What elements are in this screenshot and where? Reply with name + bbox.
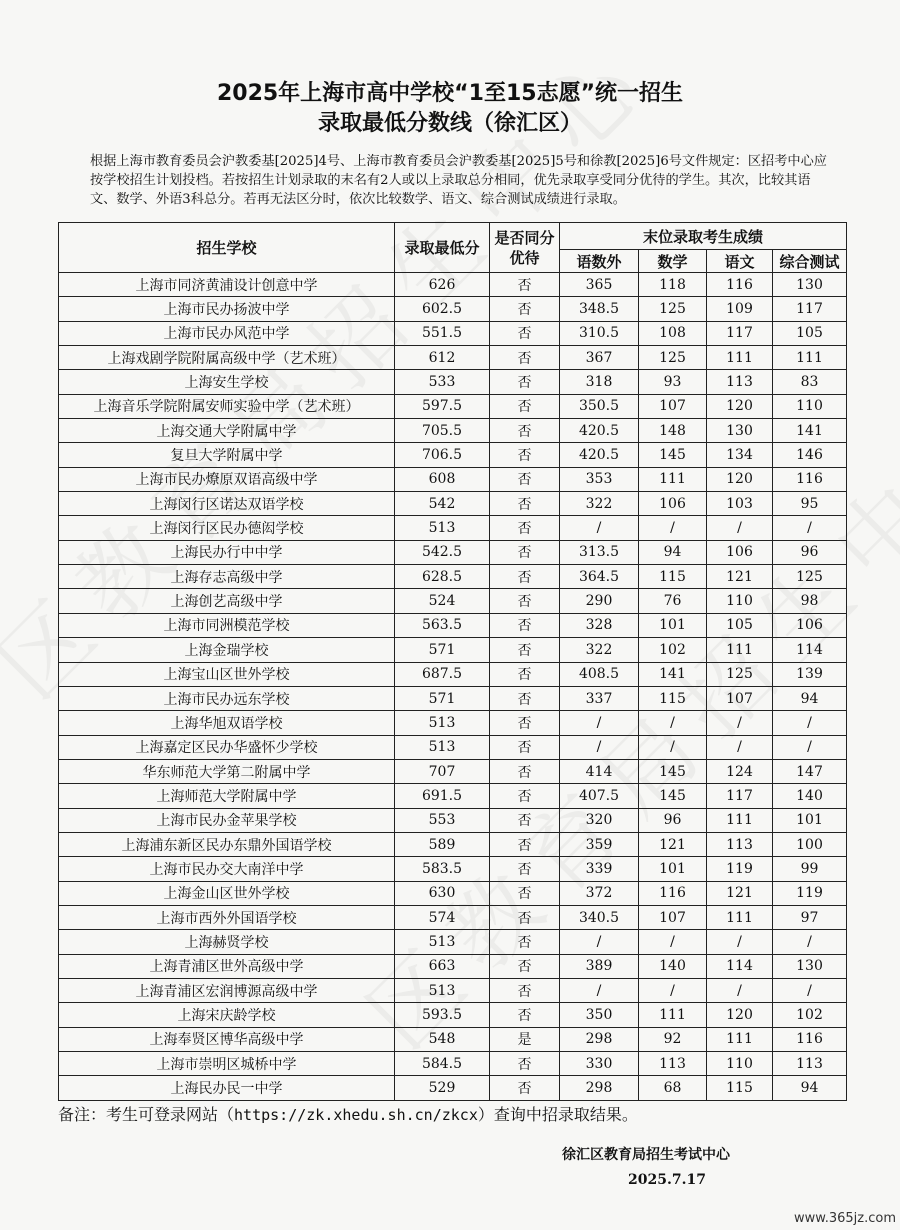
- cell-chinese: 103: [707, 492, 773, 516]
- cell-tie-priority: 否: [490, 784, 560, 808]
- cell-chinese-math-english: 328: [560, 613, 639, 637]
- table-row: [59, 1003, 847, 1027]
- cell-tie-priority: 否: [490, 492, 560, 516]
- cell-math: 145: [639, 759, 707, 783]
- cell-min-score: 571: [395, 686, 490, 710]
- cell-chinese: 121: [707, 881, 773, 905]
- cell-comprehensive: 130: [773, 273, 847, 297]
- cell-chinese: 121: [707, 565, 773, 589]
- cell-chinese: 111: [707, 808, 773, 832]
- cell-math: 140: [639, 954, 707, 978]
- cell-comprehensive: 113: [773, 1052, 847, 1076]
- cell-tie-priority: 否: [490, 686, 560, 710]
- cell-comprehensive: 94: [773, 1076, 847, 1100]
- header-chinese: 语文: [707, 250, 773, 273]
- table-row: [59, 419, 847, 443]
- cell-tie-priority: 否: [490, 808, 560, 832]
- cell-comprehensive: 139: [773, 662, 847, 686]
- document-title-line1: 2025年上海市高中学校“1至15志愿”统一招生: [216, 81, 684, 106]
- cell-math: 102: [639, 638, 707, 662]
- cell-chinese: 107: [707, 686, 773, 710]
- cell-comprehensive: 105: [773, 321, 847, 345]
- cell-min-score: 551.5: [395, 321, 490, 345]
- table-row: [59, 638, 847, 662]
- cell-chinese: 116: [707, 273, 773, 297]
- table-body: [59, 273, 847, 1101]
- cell-chinese: 110: [707, 1052, 773, 1076]
- cell-school: 上海嘉定区民办华盛怀少学校: [59, 735, 395, 759]
- cell-school: 上海市民办交大南洋中学: [59, 857, 395, 881]
- cell-tie-priority: 否: [490, 394, 560, 418]
- cell-tie-priority: 否: [490, 1052, 560, 1076]
- table-row: [59, 346, 847, 370]
- cell-school: 上海市民办扬波中学: [59, 297, 395, 321]
- cell-min-score: 529: [395, 1076, 490, 1100]
- cell-school: 上海音乐学院附属安师实验中学（艺术班）: [59, 394, 395, 418]
- cell-min-score: 513: [395, 516, 490, 540]
- cell-min-score: 589: [395, 832, 490, 856]
- cell-chinese-math-english: /: [560, 516, 639, 540]
- cell-school: 上海宝山区世外学校: [59, 662, 395, 686]
- table-row: [59, 273, 847, 297]
- cell-tie-priority: 否: [490, 759, 560, 783]
- cell-school: 上海市同济黄浦设计创意中学: [59, 273, 395, 297]
- cell-min-score: 706.5: [395, 443, 490, 467]
- cell-tie-priority: 否: [490, 857, 560, 881]
- cell-chinese: 119: [707, 857, 773, 881]
- table-row: [59, 881, 847, 905]
- cell-min-score: 513: [395, 735, 490, 759]
- cell-math: 106: [639, 492, 707, 516]
- cell-math: 148: [639, 419, 707, 443]
- cell-min-score: 563.5: [395, 613, 490, 637]
- cell-school: 上海创艺高级中学: [59, 589, 395, 613]
- cell-comprehensive: 147: [773, 759, 847, 783]
- cell-school: 上海浦东新区民办东鼎外国语学校: [59, 832, 395, 856]
- table-row: [59, 1076, 847, 1100]
- cell-chinese-math-english: 359: [560, 832, 639, 856]
- table-row: [59, 930, 847, 954]
- cell-tie-priority: 否: [490, 711, 560, 735]
- cell-min-score: 602.5: [395, 297, 490, 321]
- cell-math: /: [639, 735, 707, 759]
- cell-comprehensive: 114: [773, 638, 847, 662]
- cell-math: 101: [639, 857, 707, 881]
- cell-min-score: 612: [395, 346, 490, 370]
- cell-school: 上海市民办燎原双语高级中学: [59, 467, 395, 491]
- table-row: [59, 857, 847, 881]
- cell-school: 上海金瑞学校: [59, 638, 395, 662]
- issue-date: 2025.7.17: [628, 1172, 706, 1188]
- cell-tie-priority: 否: [490, 1076, 560, 1100]
- header-last-admitted-scores: 末位录取考生成绩: [560, 223, 847, 250]
- cell-chinese-math-english: 372: [560, 881, 639, 905]
- cell-chinese-math-english: 350.5: [560, 394, 639, 418]
- cell-tie-priority: 否: [490, 321, 560, 345]
- cell-tie-priority: 否: [490, 905, 560, 929]
- cell-chinese: /: [707, 978, 773, 1002]
- cell-school: 上海闵行区民办德闳学校: [59, 516, 395, 540]
- cell-comprehensive: 97: [773, 905, 847, 929]
- cell-chinese-math-english: 298: [560, 1027, 639, 1051]
- cell-chinese-math-english: 318: [560, 370, 639, 394]
- table-row: [59, 394, 847, 418]
- cell-school: 上海存志高级中学: [59, 565, 395, 589]
- cell-tie-priority: 否: [490, 273, 560, 297]
- cell-tie-priority: 否: [490, 370, 560, 394]
- cell-tie-priority: 否: [490, 419, 560, 443]
- cell-math: 107: [639, 905, 707, 929]
- cell-math: 125: [639, 346, 707, 370]
- cell-comprehensive: 95: [773, 492, 847, 516]
- cell-chinese: 113: [707, 832, 773, 856]
- table-row: [59, 589, 847, 613]
- table-row: [59, 808, 847, 832]
- cell-math: 111: [639, 467, 707, 491]
- cell-school: 上海闵行区诺达双语学校: [59, 492, 395, 516]
- cell-chinese-math-english: 365: [560, 273, 639, 297]
- query-link[interactable]: https://zk.xhedu.sh.cn/zkcx: [234, 1106, 478, 1124]
- cell-math: 94: [639, 540, 707, 564]
- cell-comprehensive: /: [773, 735, 847, 759]
- table-row: [59, 784, 847, 808]
- cell-math: 125: [639, 297, 707, 321]
- header-school: 招生学校: [59, 223, 395, 273]
- cell-chinese: 114: [707, 954, 773, 978]
- cell-math: 116: [639, 881, 707, 905]
- cell-chinese-math-english: 330: [560, 1052, 639, 1076]
- cell-math: 121: [639, 832, 707, 856]
- cell-min-score: 513: [395, 930, 490, 954]
- cell-min-score: 593.5: [395, 1003, 490, 1027]
- cell-min-score: 705.5: [395, 419, 490, 443]
- cell-chinese-math-english: 420.5: [560, 443, 639, 467]
- table-row: [59, 565, 847, 589]
- cell-min-score: 524: [395, 589, 490, 613]
- table-row: [59, 370, 847, 394]
- cell-school: 上海市同洲模范学校: [59, 613, 395, 637]
- table-row: [59, 516, 847, 540]
- cell-chinese-math-english: 337: [560, 686, 639, 710]
- header-min-score: 录取最低分: [395, 223, 490, 273]
- cell-min-score: 513: [395, 711, 490, 735]
- cell-comprehensive: 111: [773, 346, 847, 370]
- cell-chinese: 120: [707, 467, 773, 491]
- cell-school: 上海华旭双语学校: [59, 711, 395, 735]
- cell-chinese: 109: [707, 297, 773, 321]
- cell-math: 118: [639, 273, 707, 297]
- cell-chinese-math-english: 389: [560, 954, 639, 978]
- cell-comprehensive: 101: [773, 808, 847, 832]
- footnote: [58, 1102, 638, 1125]
- cell-min-score: 597.5: [395, 394, 490, 418]
- cell-math: 115: [639, 565, 707, 589]
- cell-chinese: 117: [707, 321, 773, 345]
- cell-tie-priority: 否: [490, 297, 560, 321]
- cell-chinese: 113: [707, 370, 773, 394]
- cell-min-score: 687.5: [395, 662, 490, 686]
- cell-school: 上海青浦区宏润博源高级中学: [59, 978, 395, 1002]
- cell-min-score: 608: [395, 467, 490, 491]
- cell-chinese: 120: [707, 394, 773, 418]
- cell-math: /: [639, 930, 707, 954]
- cell-school: 上海戏剧学院附属高级中学（艺术班）: [59, 346, 395, 370]
- cell-math: 76: [639, 589, 707, 613]
- cell-school: 复旦大学附属中学: [59, 443, 395, 467]
- cell-tie-priority: 否: [490, 832, 560, 856]
- cell-school: 上海青浦区世外高级中学: [59, 954, 395, 978]
- cell-min-score: 584.5: [395, 1052, 490, 1076]
- cell-chinese-math-english: 320: [560, 808, 639, 832]
- cell-chinese: 125: [707, 662, 773, 686]
- table-row: [59, 321, 847, 345]
- cell-min-score: 574: [395, 905, 490, 929]
- cell-comprehensive: 130: [773, 954, 847, 978]
- cell-chinese: 134: [707, 443, 773, 467]
- cell-math: 107: [639, 394, 707, 418]
- cell-chinese-math-english: 313.5: [560, 540, 639, 564]
- cell-min-score: 583.5: [395, 857, 490, 881]
- cell-tie-priority: 否: [490, 638, 560, 662]
- cell-chinese-math-english: 290: [560, 589, 639, 613]
- header-chinese-math-english: 语数外: [560, 250, 639, 273]
- cell-tie-priority: 否: [490, 443, 560, 467]
- cell-math: /: [639, 711, 707, 735]
- cell-tie-priority: 否: [490, 954, 560, 978]
- cell-comprehensive: 116: [773, 467, 847, 491]
- cell-comprehensive: 106: [773, 613, 847, 637]
- cell-comprehensive: 99: [773, 857, 847, 881]
- cell-math: 141: [639, 662, 707, 686]
- cell-min-score: 628.5: [395, 565, 490, 589]
- cell-tie-priority: 否: [490, 516, 560, 540]
- table-row: [59, 759, 847, 783]
- cell-chinese-math-english: 350: [560, 1003, 639, 1027]
- cell-school: 上海市民办风范中学: [59, 321, 395, 345]
- cell-chinese-math-english: /: [560, 930, 639, 954]
- cell-chinese-math-english: 310.5: [560, 321, 639, 345]
- cell-math: 145: [639, 443, 707, 467]
- cell-chinese-math-english: 322: [560, 492, 639, 516]
- cell-comprehensive: 100: [773, 832, 847, 856]
- cell-tie-priority: 否: [490, 1003, 560, 1027]
- cell-math: 101: [639, 613, 707, 637]
- cell-school: 上海民办民一中学: [59, 1076, 395, 1100]
- cell-chinese-math-english: 367: [560, 346, 639, 370]
- cell-math: 111: [639, 1003, 707, 1027]
- cell-chinese: 110: [707, 589, 773, 613]
- table-row: [59, 492, 847, 516]
- cell-comprehensive: /: [773, 516, 847, 540]
- cell-chinese: /: [707, 735, 773, 759]
- cell-tie-priority: 否: [490, 930, 560, 954]
- cell-math: 96: [639, 808, 707, 832]
- cell-comprehensive: 117: [773, 297, 847, 321]
- admission-score-table: [58, 222, 847, 1101]
- cell-chinese-math-english: /: [560, 711, 639, 735]
- cell-comprehensive: 98: [773, 589, 847, 613]
- cell-comprehensive: 119: [773, 881, 847, 905]
- footnote-text: 备注：考生可登录网站（: [58, 1105, 235, 1124]
- cell-chinese: 111: [707, 346, 773, 370]
- cell-tie-priority: 否: [490, 565, 560, 589]
- cell-school: 上海奉贤区博华高级中学: [59, 1027, 395, 1051]
- cell-comprehensive: 125: [773, 565, 847, 589]
- cell-comprehensive: /: [773, 711, 847, 735]
- cell-min-score: 626: [395, 273, 490, 297]
- cell-school: 上海师范大学附属中学: [59, 784, 395, 808]
- table-row: [59, 613, 847, 637]
- cell-math: 113: [639, 1052, 707, 1076]
- site-watermark: www.365jz.com: [794, 1211, 896, 1226]
- cell-chinese: 124: [707, 759, 773, 783]
- cell-math: 92: [639, 1027, 707, 1051]
- cell-math: 68: [639, 1076, 707, 1100]
- cell-tie-priority: 否: [490, 467, 560, 491]
- table-row: [59, 443, 847, 467]
- cell-tie-priority: 否: [490, 346, 560, 370]
- cell-math: /: [639, 978, 707, 1002]
- cell-chinese: 117: [707, 784, 773, 808]
- cell-min-score: 707: [395, 759, 490, 783]
- cell-tie-priority: 否: [490, 978, 560, 1002]
- cell-school: 上海交通大学附属中学: [59, 419, 395, 443]
- cell-school: 上海赫贤学校: [59, 930, 395, 954]
- table-row: [59, 905, 847, 929]
- cell-min-score: 542.5: [395, 540, 490, 564]
- table-row: [59, 540, 847, 564]
- cell-min-score: 553: [395, 808, 490, 832]
- table-row: [59, 832, 847, 856]
- cell-min-score: 630: [395, 881, 490, 905]
- cell-chinese-math-english: 364.5: [560, 565, 639, 589]
- issuer-name: 徐汇区教育局招生考试中心: [562, 1147, 730, 1163]
- cell-chinese: 115: [707, 1076, 773, 1100]
- cell-math: 145: [639, 784, 707, 808]
- table-row: [59, 1052, 847, 1076]
- cell-chinese: /: [707, 930, 773, 954]
- cell-min-score: 542: [395, 492, 490, 516]
- table-row: [59, 686, 847, 710]
- table-row: [59, 467, 847, 491]
- cell-tie-priority: 否: [490, 662, 560, 686]
- cell-tie-priority: 否: [490, 540, 560, 564]
- cell-chinese-math-english: 298: [560, 1076, 639, 1100]
- cell-tie-priority: 否: [490, 613, 560, 637]
- cell-comprehensive: 140: [773, 784, 847, 808]
- cell-school: 上海市崇明区城桥中学: [59, 1052, 395, 1076]
- table-row: [59, 735, 847, 759]
- cell-chinese-math-english: 420.5: [560, 419, 639, 443]
- cell-tie-priority: 是: [490, 1027, 560, 1051]
- cell-comprehensive: 110: [773, 394, 847, 418]
- cell-comprehensive: /: [773, 978, 847, 1002]
- cell-comprehensive: 96: [773, 540, 847, 564]
- cell-school: 上海金山区世外学校: [59, 881, 395, 905]
- table-row: [59, 711, 847, 735]
- cell-chinese-math-english: 353: [560, 467, 639, 491]
- cell-comprehensive: 102: [773, 1003, 847, 1027]
- cell-chinese: 111: [707, 1027, 773, 1051]
- cell-comprehensive: 116: [773, 1027, 847, 1051]
- cell-school: 上海安生学校: [59, 370, 395, 394]
- cell-chinese-math-english: 407.5: [560, 784, 639, 808]
- document-title-line2: 录取最低分数线（徐汇区）: [317, 111, 582, 136]
- cell-chinese: /: [707, 516, 773, 540]
- cell-chinese: 106: [707, 540, 773, 564]
- table-row: [59, 662, 847, 686]
- table-row: [59, 978, 847, 1002]
- cell-chinese-math-english: 414: [560, 759, 639, 783]
- footnote-text-end: ）查询中招录取结果。: [477, 1105, 638, 1124]
- cell-chinese: 111: [707, 638, 773, 662]
- header-math: 数学: [639, 250, 707, 273]
- cell-min-score: 548: [395, 1027, 490, 1051]
- cell-min-score: 533: [395, 370, 490, 394]
- table-row: [59, 954, 847, 978]
- cell-tie-priority: 否: [490, 589, 560, 613]
- cell-chinese-math-english: 322: [560, 638, 639, 662]
- cell-math: /: [639, 516, 707, 540]
- cell-chinese: /: [707, 711, 773, 735]
- cell-chinese-math-english: 339: [560, 857, 639, 881]
- cell-chinese-math-english: /: [560, 735, 639, 759]
- cell-school: 上海市民办远东学校: [59, 686, 395, 710]
- cell-chinese-math-english: 408.5: [560, 662, 639, 686]
- cell-chinese: 105: [707, 613, 773, 637]
- cell-min-score: 691.5: [395, 784, 490, 808]
- cell-school: 上海市西外外国语学校: [59, 905, 395, 929]
- intro-paragraph: 根据上海市教育委员会沪教委基[2025]4号、上海市教育委员会沪教委基[2025]5号和徐教[2025]6号文件规定：区招考中心应按学校招生计划投档。若按招生计划录取的末名有2人或以上录取总分相同，优先录取享受同分优待的学生。其次，比较其语文、数学、外语3科总分。若再无法区分时，依次比较数学、语文、综合测试成绩进行录取。: [90, 154, 827, 207]
- cell-math: 108: [639, 321, 707, 345]
- cell-comprehensive: 83: [773, 370, 847, 394]
- cell-chinese-math-english: /: [560, 978, 639, 1002]
- cell-chinese: 111: [707, 905, 773, 929]
- cell-tie-priority: 否: [490, 881, 560, 905]
- cell-min-score: 571: [395, 638, 490, 662]
- cell-chinese-math-english: 348.5: [560, 297, 639, 321]
- cell-school: 上海民办行中中学: [59, 540, 395, 564]
- cell-school: 华东师范大学第二附属中学: [59, 759, 395, 783]
- cell-school: 上海市民办金苹果学校: [59, 808, 395, 832]
- cell-chinese: 120: [707, 1003, 773, 1027]
- cell-comprehensive: /: [773, 930, 847, 954]
- cell-min-score: 513: [395, 978, 490, 1002]
- cell-min-score: 663: [395, 954, 490, 978]
- cell-math: 93: [639, 370, 707, 394]
- table-row: [59, 1027, 847, 1051]
- cell-chinese: 130: [707, 419, 773, 443]
- header-tie-priority: 是否同分优待: [490, 223, 560, 273]
- cell-comprehensive: 94: [773, 686, 847, 710]
- cell-school: 上海宋庆龄学校: [59, 1003, 395, 1027]
- header-comprehensive: 综合测试: [773, 250, 847, 273]
- cell-math: 115: [639, 686, 707, 710]
- table-row: [59, 297, 847, 321]
- cell-comprehensive: 141: [773, 419, 847, 443]
- cell-comprehensive: 146: [773, 443, 847, 467]
- cell-tie-priority: 否: [490, 735, 560, 759]
- cell-chinese-math-english: 340.5: [560, 905, 639, 929]
